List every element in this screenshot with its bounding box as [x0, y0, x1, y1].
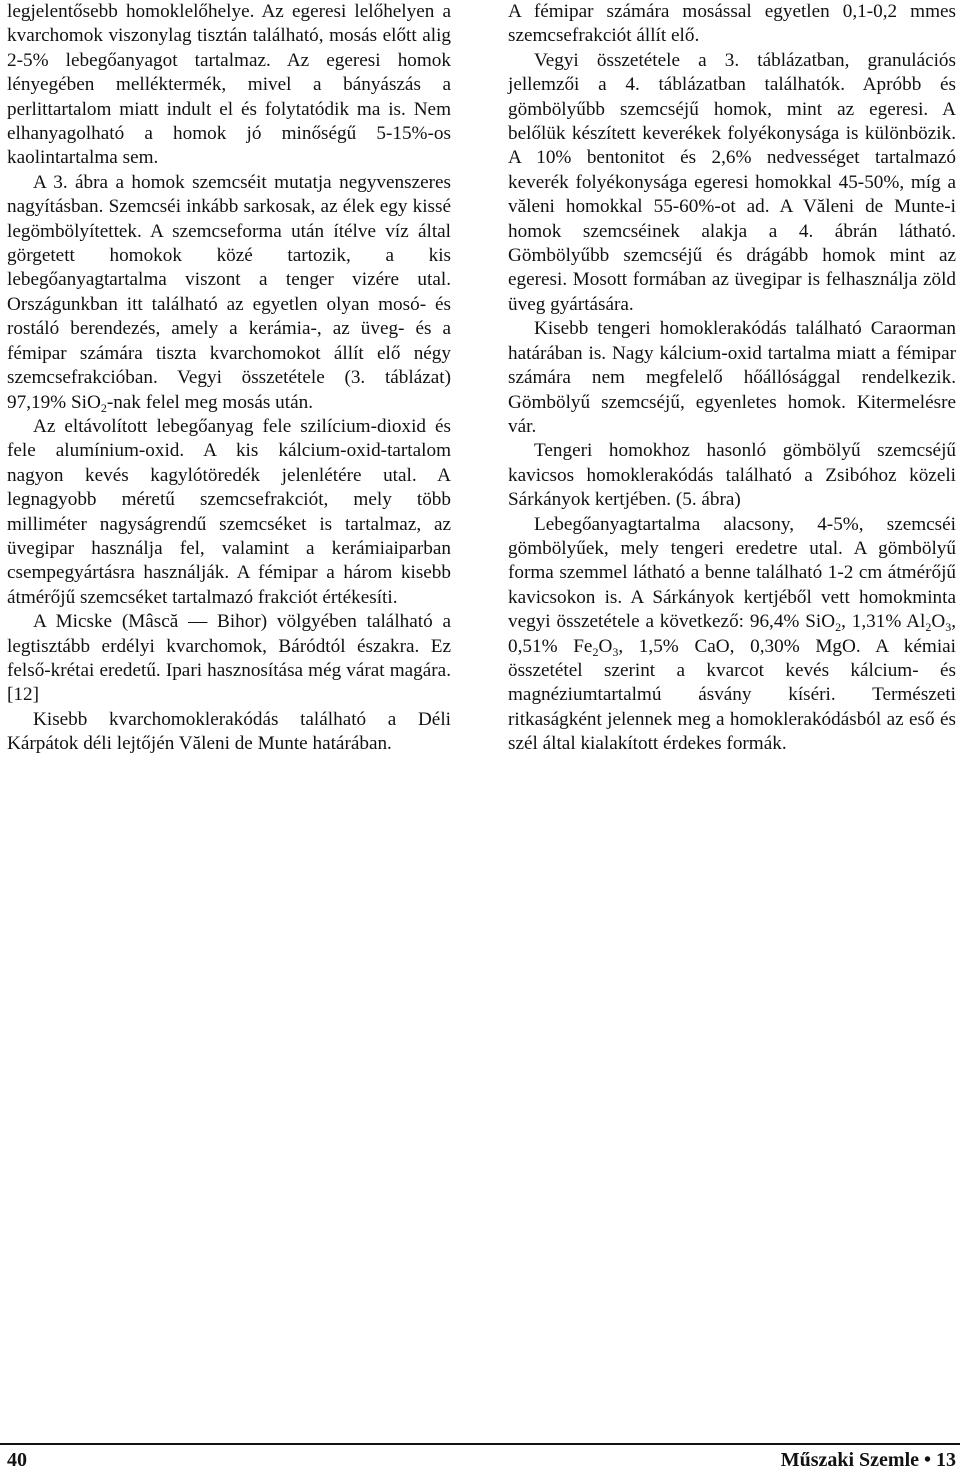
paragraph-chemical-composition [508, 513, 956, 757]
paragraph-removed-material [7, 415, 451, 610]
subscript: 3 [945, 620, 952, 635]
paragraph-text: A 3. ábra a homok szemcséit mutatja negyvenszeres nagyításban. Szemcséi inkább sarkosak, az élek egy kissé legömbölyítettek. A szemcseforma után ítélve víz által görgetett homokok közé tartozik, a kis lebegőanyagtartalma viszont a tenger vizére utal. Országunkban itt található az egyetlen olyan mosó- és rostáló berendezés, amely a kerámia-, az üveg- és a fémipar számára tiszta kvarchomokot állít elő négy szemcsefrakcióban. Vegyi összetétele (3. táblázat) 97,19% SiO [7, 171, 451, 413]
paragraph-egeres-deposit [7, 0, 451, 171]
paragraph-text: legjelentősebb homoklelőhelye. Az egeresi lelőhelyen a kvarchomok viszonylag tisztán található, mosás előtt alig 2-5% lebegőanyagot tartalmaz. Az egeresi homok lényegében melléktermék, mivel a bányászás a perlittartalom miatt indult el és folytatódik ma is. Nem elhanyagolható a homok jó minőségű 5-15%-os kaolintartalma sem. [7, 1, 451, 169]
left-text-column [7, 0, 451, 757]
paragraph-text: Kisebb tengeri homoklerakódás található Caraorman határában is. Nagy kálcium-oxid tartalma miatt a fémipar számára nem megfelelő hőállósággal rendelkezik. Gömbölyű szemcséjű, egyenletes homok. Kitermelésre vár. [508, 318, 956, 437]
paragraph-sarkanyok-kertje [508, 439, 956, 512]
right-text-column [508, 0, 956, 757]
paragraph-text: Az eltávolított lebegőanyag fele szilícium-dioxid és fele alumínium-oxid. A kis kálcium-oxid-tartalom nagyon kevés kagylótöredék jelenlétére utal. A legnagyobb méretű szemcsefrakciót, mely több milliméter nagyságrendű szemcséket is tartalmaz, az üvegipar használja fel, valamint a kerámiaiparban csempegyártásra használják. A fémipar a három kisebb átmérőjű szemcséket tartalmazó frakciót értékesíti. [7, 415, 451, 608]
paragraph-micske-valley [7, 610, 451, 708]
subscript: 2 [100, 400, 107, 415]
paragraph-text: -nak felel meg mosás után. [106, 391, 314, 413]
paragraph-text: Lebegőanyagtartalma alacsony, 4-5%, szemcséi gömbölyűek, mely tengeri eredetre utal. A gömbölyű forma szemmel látható a benne található 1-2 cm átmérőjű kavicsokon is. A Sárkányok kertjéből vett homokminta vegyi összetétele a következő: 96,4% SiO [508, 513, 956, 633]
paragraph-text: , 1,5% CaO, 0,30% MgO. A kémiai összetétel szerint a kvarcot kevés kálcium- és magnéziumtartalmú ásvány kíséri. Természeti ritkaságként jelennek meg a homoklerakódásból az eső és szél által kialakított érdekes formák. [508, 635, 957, 755]
paragraph-caraorman [508, 317, 956, 439]
paragraph-text: A fémipar számára mosással egyetlen 0,1-0,2 mmes szemcsefrakciót állít elő. [508, 1, 956, 47]
subscript: 3 [612, 644, 619, 659]
paragraph-valeni-composition [508, 49, 956, 317]
subscript: 2 [835, 620, 842, 635]
footer-divider [0, 1443, 960, 1445]
paragraph-text: , 1,31% Al [841, 611, 926, 633]
paragraph-text: O [931, 611, 946, 633]
paragraph-southern-carpathians [7, 708, 451, 757]
journal-label: Műszaki Szemle • 13 [780, 1449, 956, 1471]
paragraph-text: Kisebb kvarchomoklerakódás található a Déli Kárpátok déli lejtőjén Văleni de Munte határában. [7, 708, 451, 755]
subscript: 2 [592, 644, 599, 659]
paragraph-text: A Micske (Mâscă — Bihor) völgyében található a legtisztább erdélyi kvarchomok, Báródtól északra. Ez felső-krétai eredetű. Ipari hasznosítása még várat magára. [12] [7, 611, 451, 706]
paragraph-text: O [598, 635, 613, 657]
paragraph-text: , 0,51% Fe [508, 611, 956, 657]
paragraph-text: Tengeri homokhoz hasonló gömbölyű szemcséjű kavicsos homoklerakódás található a Zsibóhoz közeli Sárkányok kertjében. (5. ábra) [508, 440, 956, 511]
subscript: 2 [925, 620, 932, 635]
paragraph-grain-description [7, 171, 451, 415]
paragraph-text: Vegyi összetétele a 3. táblázatban, granulációs jellemzői a 4. táblázatban találhatók. Apróbb és gömbölyűbb szemcséjű homok, mint az egeresi. A belőlük készített keverékek folyékonysága is különbözik. A 10% bentonitot és 2,6% nedvességet tartalmazó keverék folyékonysága egeresi homokkal 45-50%, míg a văleni homokkal 55-60%-ot ad. A Văleni de Munte-i homok szemcséinek alakja a 4. ábrán látható. Gömbölyűbb szemcséjű és drágább homok mint az egeresi. Mosott formában az üvegipar is felhasználja zöld üveg gyártására. [508, 49, 956, 315]
paragraph-metal-industry-fraction [508, 0, 956, 49]
page-number: 40 [7, 1449, 27, 1471]
